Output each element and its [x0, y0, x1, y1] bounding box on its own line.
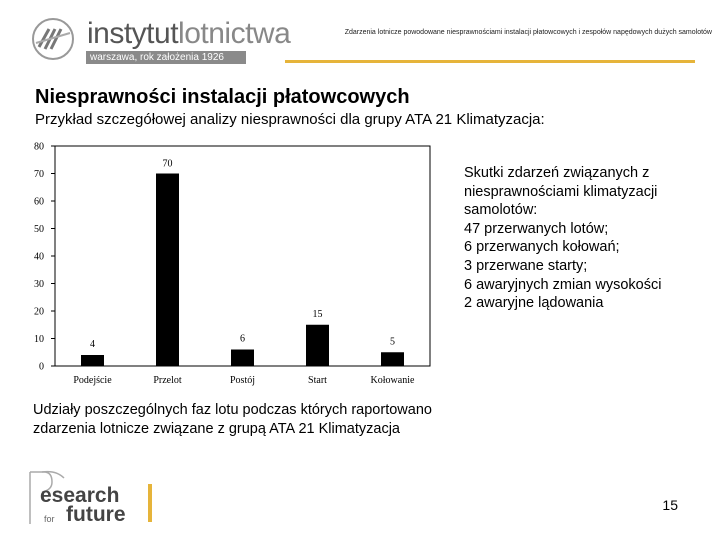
- y-tick-label: 70: [34, 169, 44, 180]
- y-tick-label: 50: [34, 224, 44, 235]
- data-label: 15: [312, 308, 323, 320]
- data-label: 70: [162, 158, 173, 170]
- brand-name: instytutlotnictwa: [87, 17, 291, 50]
- data-label: 6: [240, 333, 245, 345]
- effects-line: 6 przerwanych kołowań;: [464, 239, 620, 256]
- slide-title: Niesprawności instalacji płatowcowych: [35, 86, 410, 108]
- data-label: 4: [90, 339, 95, 350]
- x-tick-label: Przelot: [153, 375, 182, 386]
- institute-logo: [30, 15, 291, 65]
- page-number: 15: [662, 497, 678, 513]
- caption-line: zdarzenia lotnicze związane z grupą ATA 21 Klimatyzacja: [33, 420, 400, 437]
- research-future-logo: [26, 468, 156, 528]
- effects-line: Skutki zdarzeń związanych z: [464, 165, 650, 181]
- caption-line: Udziały poszczególnych faz lotu podczas których raportowano: [33, 402, 432, 418]
- effects-line: samolotów:: [464, 202, 538, 219]
- y-tick-label: 60: [34, 196, 44, 208]
- slide-subtitle: Przykład szczegółowej analizy niesprawności dla grupy ATA 21 Klimatyzacja:: [35, 111, 545, 128]
- bar: [231, 350, 254, 367]
- effects-list: [464, 164, 661, 313]
- institute-emblem-icon: [30, 17, 76, 61]
- header-divider: [285, 60, 695, 63]
- logo-text-research: esearch: [40, 484, 120, 507]
- effects-line: 47 przerwanych lotów;: [464, 220, 609, 237]
- x-tick-label: Podejście: [73, 375, 112, 386]
- y-tick-label: 80: [34, 141, 44, 153]
- header-caption: Zdarzenia lotnicze powodowane niesprawnościami instalacji płatowcowych i zespołów napędowych dużych samolotów: [344, 29, 712, 36]
- effects-line: 3 przerwane starty;: [464, 257, 588, 274]
- bar: [81, 355, 104, 366]
- logo-text-future: future: [66, 503, 126, 526]
- x-tick-label: Start: [308, 375, 327, 386]
- effects-line: 6 awaryjnych zmian wysokości: [464, 276, 662, 293]
- y-tick-label: 30: [34, 279, 44, 290]
- bar-chart: [30, 138, 440, 390]
- bar: [306, 325, 329, 366]
- y-tick-label: 20: [34, 306, 44, 318]
- effects-line: niesprawnościami klimatyzacji: [464, 183, 658, 200]
- y-tick-label: 0: [39, 361, 44, 373]
- x-tick-label: Postój: [229, 375, 256, 386]
- bar: [156, 174, 179, 367]
- logo-text-for: for: [44, 514, 55, 524]
- bar: [381, 352, 404, 366]
- brand-tagline: warszawa, rok założenia 1926: [86, 51, 246, 64]
- y-tick-label: 10: [34, 334, 44, 345]
- x-tick-label: Kołowanie: [370, 375, 415, 386]
- data-label: 5: [390, 336, 395, 348]
- effects-line: 2 awaryjne lądowania: [464, 295, 604, 312]
- chart-caption: [33, 401, 432, 438]
- y-tick-label: 40: [34, 251, 44, 263]
